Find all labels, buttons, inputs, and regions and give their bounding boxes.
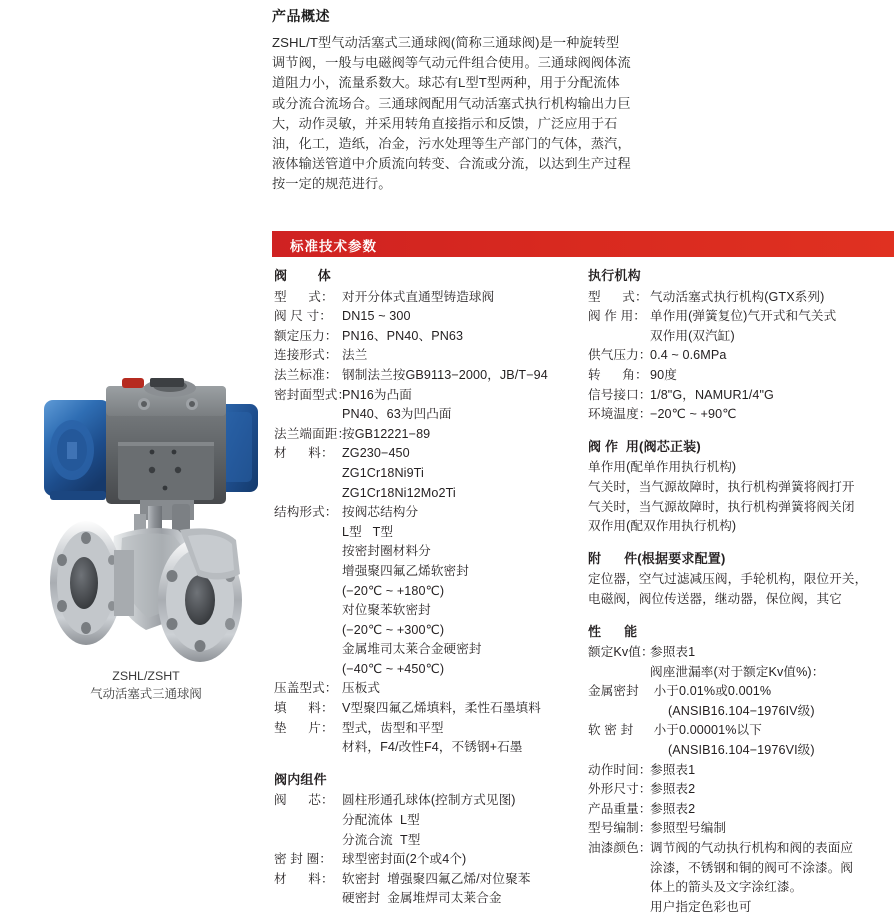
spec-row (588, 819, 894, 839)
spec-row (274, 425, 590, 445)
spec-value: 单作用(弹簧复位)气开式和气关式 (650, 307, 894, 327)
spec-group-heading: 性 能 (588, 622, 894, 642)
spec-label: 油漆颜色： (588, 839, 650, 859)
spec-line: 单作用(配单作用执行机构) (588, 458, 894, 478)
spec-value: V型聚四氟乙烯填料，柔性石墨填料 (342, 699, 590, 719)
spec-group (588, 549, 894, 610)
spec-value-continuation: 分流合流 T型 (342, 831, 590, 851)
spec-row (588, 780, 894, 800)
spec-row (274, 307, 590, 327)
spec-label: 垫 片： (274, 719, 342, 739)
spec-value-continuation: (ANSIB16.104−1976IV级) (650, 702, 894, 722)
spec-row (588, 386, 894, 406)
spec-row (274, 679, 590, 699)
spec-line: 气关时，当气源故障时，执行机构弹簧将阀关闭 (588, 498, 894, 518)
spec-row (588, 721, 894, 741)
spec-label: 材 料： (274, 444, 342, 464)
spec-value: 参照表2 (650, 780, 894, 800)
spec-value: 型式，齿型和平型 (342, 719, 590, 739)
spec-value: 气动活塞式执行机构(GTX系列) (650, 288, 894, 308)
spec-value-continuation: 用户指定色彩也可 (650, 898, 894, 917)
spec-label: 密 封 圈： (274, 850, 342, 870)
spec-row (588, 405, 894, 425)
spec-label: 环境温度： (588, 405, 650, 425)
product-overview-body (272, 33, 632, 195)
spec-label: 型 式： (274, 288, 342, 308)
spec-value-continuation: (−20℃ ~ +300℃) (342, 621, 590, 641)
spec-line: 电磁阀，阀位传送器，继动器，保位阀，其它 (588, 590, 894, 610)
spec-value: DN15 ~ 300 (342, 307, 590, 327)
spec-value-continuation: (ANSIB16.104−1976VI级) (650, 741, 894, 761)
spec-line: 双作用(配双作用执行机构) (588, 517, 894, 537)
spec-value-continuation: 涂漆，不锈钢和铜的阀可不涂漆。阀 (650, 859, 894, 879)
spec-label: 结构形式： (274, 503, 342, 523)
spec-label: 型号编制： (588, 819, 650, 839)
spec-value: 按阀芯结构分 (342, 503, 590, 523)
spec-column-left (274, 266, 590, 909)
spec-label: 供气压力： (588, 346, 650, 366)
spec-value: 法兰 (342, 346, 590, 366)
spec-label: 软 密 封 (588, 721, 650, 741)
spec-label: 转 角： (588, 366, 650, 386)
spec-row (274, 719, 590, 739)
spec-row (588, 800, 894, 820)
spec-row (588, 346, 894, 366)
product-overview-section (272, 6, 632, 195)
spec-line: 定位器，空气过滤减压阀，手轮机构，限位开关， (588, 570, 894, 590)
spec-row (588, 366, 894, 386)
spec-group-heading: 附 件(根据要求配置) (588, 549, 894, 569)
spec-value: −20℃ ~ +90℃ (650, 405, 894, 425)
spec-row (274, 791, 590, 811)
spec-value-continuation: 金属堆司太莱合金硬密封 (342, 640, 590, 660)
spec-row (588, 288, 894, 308)
spec-value-continuation: PN40、63为凹凸面 (342, 405, 590, 425)
spec-label: 信号接口： (588, 386, 650, 406)
position-indicator (122, 378, 144, 388)
spec-label: 阀 芯： (274, 791, 342, 811)
spec-row (274, 366, 590, 386)
spec-value-continuation: ZG1Cr18Ni9Ti (342, 464, 590, 484)
spec-value-continuation: 对位聚苯软密封 (342, 601, 590, 621)
product-name: 气动活塞式三通球阀 (22, 686, 270, 703)
spec-group-heading: 执行机构 (588, 266, 894, 286)
spec-row (588, 761, 894, 781)
group-spacer (274, 758, 590, 770)
spec-label: 填 料： (274, 699, 342, 719)
spec-value-continuation: ZG1Cr18Ni12Mo2Ti (342, 484, 590, 504)
spec-value-continuation: 体上的箭头及文字涂红漆。 (650, 878, 894, 898)
spec-row (588, 643, 894, 663)
spec-label: 法兰端面距： (274, 425, 342, 445)
spec-label: 压盖型式： (274, 679, 342, 699)
spec-line: 气关时，当气源故障时，执行机构弹簧将阀打开 (588, 478, 894, 498)
spec-value: 参照表2 (650, 800, 894, 820)
spec-value: 对开分体式直通型铸造球阀 (342, 288, 590, 308)
spec-group-heading: 阀内组件 (274, 770, 590, 790)
spec-value: 90度 (650, 366, 894, 386)
spec-label: 阀 尺 寸： (274, 307, 342, 327)
spec-value: 按GB12221−89 (342, 425, 590, 445)
spec-row (274, 346, 590, 366)
spec-value: 参照表1 (650, 761, 894, 781)
pneumatic-three-way-ball-valve-illustration (22, 378, 270, 670)
spec-row (274, 699, 590, 719)
spec-label: 阀 作 用： (588, 307, 650, 327)
spec-value-continuation: 分配流体 L型 (342, 811, 590, 831)
spec-value-continuation: 硬密封 金属堆焊司太莱合金 (342, 889, 590, 909)
spec-label: 型 式： (588, 288, 650, 308)
spec-row (274, 327, 590, 347)
spec-value: 小于0.01%或0.001% (650, 682, 894, 702)
spec-value-continuation: (−20℃ ~ +180℃) (342, 582, 590, 602)
spec-label: 产品重量： (588, 800, 650, 820)
spec-group (274, 770, 590, 909)
spec-value: 圆柱形通孔球体(控制方式见图) (342, 791, 590, 811)
spec-group (588, 266, 894, 425)
spec-label: 连接形式： (274, 346, 342, 366)
spec-row (274, 288, 590, 308)
spec-row (588, 307, 894, 327)
spec-row (274, 503, 590, 523)
spec-group (588, 622, 894, 917)
spec-group (274, 266, 590, 758)
spec-value: 小于0.00001%以下 (650, 721, 894, 741)
spec-group-heading: 阀 作 用(阀芯正装) (588, 437, 894, 457)
spec-value: 参照型号编制 (650, 819, 894, 839)
spec-value: ZG230−450 (342, 444, 590, 464)
spec-value: 0.4 ~ 0.6MPa (650, 346, 894, 366)
spec-label: 额定Kv值： (588, 643, 650, 663)
product-overview-paragraph: ZSHL/T型气动活塞式三通球阀(简称三通球阀)是一种旋转型调节阀，一般与电磁阀等气动元件组合使用。三通球阀阀体流道阻力小，流量系数大。球芯有L型T型两种，用于分配流体或分流合流场合。三通球阀配用气动活塞式执行机构输出力巨大，动作灵敏，并采用转角直接指示和反馈，广泛应用于石油，化工，造纸，冶金，污水处理等生产部门的气体，蒸汽，液体输送管道中介质流向转变、合流或分流，以达到生产过程按一定的规范进行。 (272, 33, 632, 195)
spec-label: 额定压力： (274, 327, 342, 347)
spec-value: PN16为凸面 (342, 386, 590, 406)
spec-row (588, 839, 894, 859)
spec-row (274, 850, 590, 870)
actuator-cylinder-body (106, 378, 226, 504)
spec-value-continuation: L型 T型 (342, 523, 590, 543)
section-banner-standard-tech-params (272, 231, 894, 257)
spec-row (274, 444, 590, 464)
spec-group (588, 437, 894, 537)
spec-value: 1/8"G，NAMUR1/4"G (650, 386, 894, 406)
spec-value: 阀座泄漏率(对于额定Kv值%)： (650, 663, 894, 683)
spec-row (588, 682, 894, 702)
product-model: ZSHL/ZSHT (22, 668, 270, 685)
section-banner-label: 标准技术参数 (290, 235, 377, 255)
spec-value: 调节阀的气动执行机构和阀的表面应 (650, 839, 894, 859)
spec-value: 球型密封面(2个或4个) (342, 850, 590, 870)
spec-row (274, 870, 590, 890)
spec-row (588, 663, 894, 683)
spec-row (274, 386, 590, 406)
group-spacer (588, 425, 894, 437)
spec-value: 参照表1 (650, 643, 894, 663)
spec-label: 密封面型式： (274, 386, 342, 406)
product-photo (22, 378, 270, 670)
spec-value-continuation: 增强聚四氟乙烯软密封 (342, 562, 590, 582)
group-spacer (588, 537, 894, 549)
group-spacer (588, 610, 894, 622)
spec-value-continuation: 材料，F4/改性F4，不锈钢+石墨 (342, 738, 590, 758)
spec-label: 材 料： (274, 870, 342, 890)
spec-value-continuation: 双作用(双汽缸) (650, 327, 894, 347)
spec-column-right (588, 266, 894, 917)
spec-group-heading: 阀 体 (274, 266, 590, 286)
spec-value: 钢制法兰按GB9113−2000，JB/T−94 (342, 366, 590, 386)
spec-label: 外形尺寸： (588, 780, 650, 800)
spec-value: 压板式 (342, 679, 590, 699)
product-overview-title: 产品概述 (272, 6, 632, 26)
spec-label: 金属密封 (588, 682, 650, 702)
actuator-left-end-cap (44, 400, 110, 500)
spec-value-continuation: 按密封圈材料分 (342, 542, 590, 562)
spec-value: PN16、PN40、PN63 (342, 327, 590, 347)
spec-value-continuation: (−40℃ ~ +450℃) (342, 660, 590, 680)
spec-label: 动作时间： (588, 761, 650, 781)
product-caption (22, 668, 270, 703)
spec-value: 软密封 增强聚四氟乙烯/对位聚苯 (342, 870, 590, 890)
spec-label: 法兰标准： (274, 366, 342, 386)
